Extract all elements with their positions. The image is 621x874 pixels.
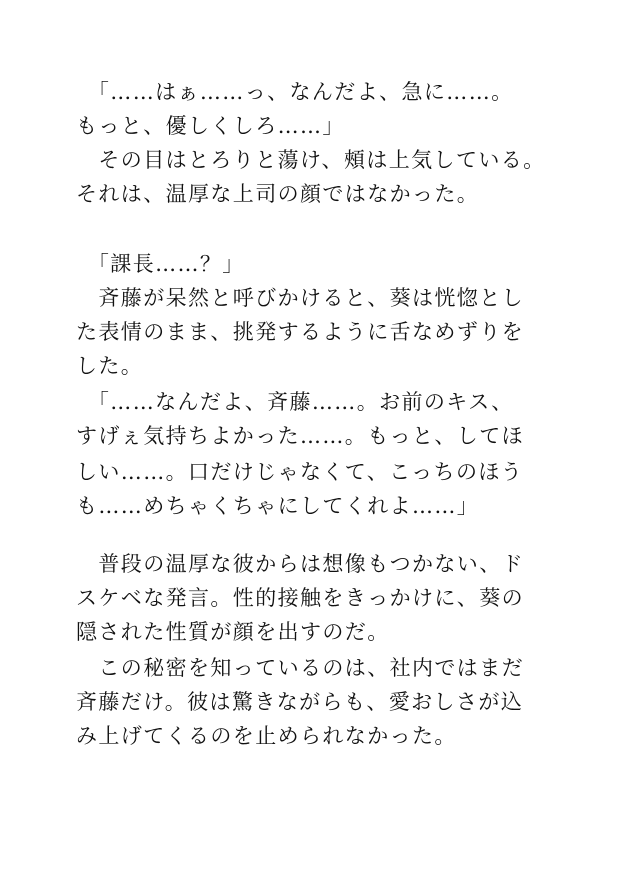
text-line: すげぇ気持ちよかった……。もっと、してほ	[76, 424, 524, 448]
text-line: た表情のまま、挑発するように舌なめずりを	[76, 320, 524, 344]
text-line: 「課長……？」	[76, 252, 245, 276]
text-line: み上げてくるのを止められなかった。	[76, 724, 457, 748]
text-line: 斉藤だけ。彼は驚きながらも、愛おしさが込	[76, 690, 524, 714]
text-line: この秘密を知っているのは、社内ではまだ	[76, 656, 524, 680]
text-line: 「……はぁ……っ、なんだよ、急に……。	[76, 80, 514, 104]
text-line: スケベな発言。性的接触をきっかけに、葵の	[76, 586, 524, 610]
text-line: も……めちゃくちゃにしてくれよ……」	[76, 494, 480, 518]
text-line: しい……。口だけじゃなくて、こっちのほう	[76, 460, 524, 484]
text-line: 斉藤が呆然と呼びかけると、葵は恍惚とし	[76, 286, 524, 310]
text-line: それは、温厚な上司の顔ではなかった。	[76, 182, 480, 206]
text-line: した。	[76, 354, 144, 378]
text-line: 「……なんだよ、斉藤……。お前のキス、	[76, 390, 514, 414]
text-line: 普段の温厚な彼からは想像もつかない、ド	[76, 552, 524, 576]
text-line: その目はとろりと蕩け、頰は上気している。	[76, 148, 546, 172]
text-line: 隠された性質が顔を出すのだ。	[76, 620, 390, 644]
text-line: もっと、優しくしろ……」	[76, 114, 345, 138]
